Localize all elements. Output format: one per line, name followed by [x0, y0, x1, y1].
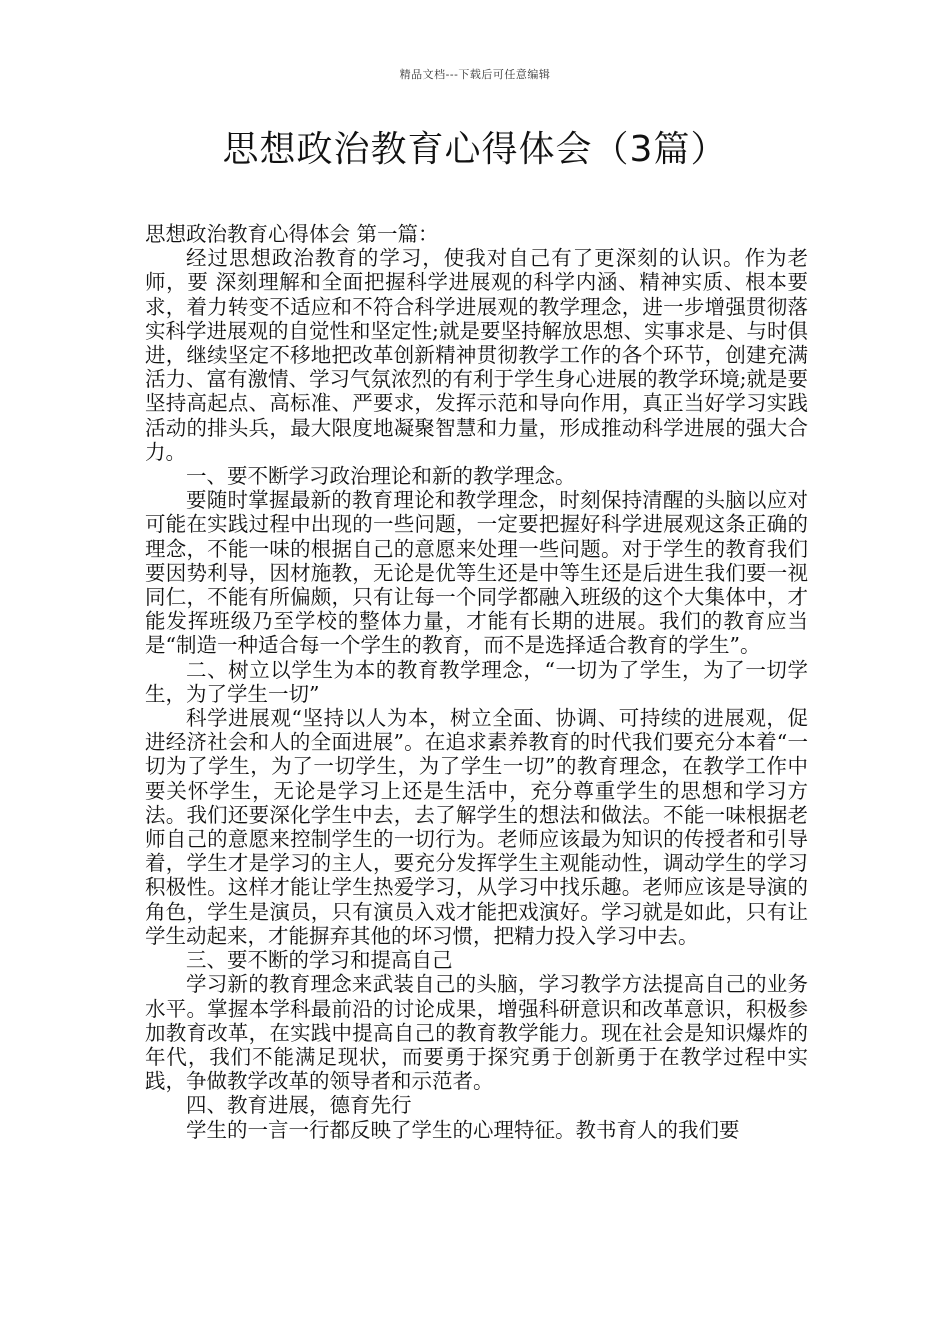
section-heading: 三、要不断的学习和提高自己 [186, 948, 453, 973]
section-heading: 一、要不断学习政治理论和新的教学理念。 [186, 464, 576, 489]
paragraph: 经过思想政治教育的学习，使我对自己有了更深刻的认识。作为老师，要 深刻理解和全面把握科学进展观的科学内涵、精神实质、根本要求，着力转变不适应和不符合科学进展观的教学理念，进一步增强贯彻落实科学进展观的自觉性和坚定性;就是要坚持解放思想、实事求是、与时俱进，继续坚定不移地把改革创新精神贯彻教学工作的各个环节，创建充满活力、富有激情、学习气氛浓烈的有利于学生身心进展的教学环境;就是要坚持高起点、高标准、严要求，发挥示范和导向作用，真正当好学习实践活动的排头兵，最大限度地凝聚智慧和力量，形成推动科学进展的强大合力。 [145, 246, 808, 464]
document-body [145, 222, 808, 1142]
section-heading: 四、教育进展，德育先行 [186, 1093, 412, 1118]
document-title: 思想政治教育心得体会（3篇） [222, 129, 728, 170]
paragraph: 学习新的教育理念来武装自己的头脑，学习教学方法提高自己的业务水平。掌握本学科最前沿的讨论成果，增强科研意识和改革意识，积极参加教育改革，在实践中提高自己的教育教学能力。现在社会是知识爆炸的年代，我们不能满足现状，而要勇于探究勇于创新勇于在教学过程中实践，争做教学改革的领导者和示范者。 [145, 972, 808, 1094]
section-heading: 二、树立以学生为本的教育教学理念，“一切为了学生，为了一切学生，为了学生一切” [145, 657, 808, 706]
section-intro-label: 思想政治教育心得体会 第一篇： [145, 222, 439, 246]
header-note: 精品文档---下载后可任意编辑 [399, 68, 551, 81]
paragraph: 学生的一言一行都反映了学生的心理特征。教书育人的我们要 [186, 1117, 740, 1142]
paragraph: 要随时掌握最新的教育理论和教学理念，时刻保持清醒的头脑以应对可能在实践过程中出现的一些问题，一定要把握好科学进展观这条正确的理念，不能一味的根据自己的意愿来处理一些问题。对于学生的教育我们要因势利导，因材施教，无论是优等生还是中等生还是后进生我们要一视同仁，不能有所偏颇，只有让每一个同学都融入班级的这个大集体中，才能发挥班级乃至学校的整体力量，才能有长期的进展。我们的教育应当是“制造一种适合每一个学生的教育，而不是选择适合教育的学生”。 [145, 488, 808, 658]
paragraph: 科学进展观“坚持以人为本，树立全面、协调、可持续的进展观，促进经济社会和人的全面进展”。在追求素养教育的时代我们要充分本着“一切为了学生，为了一切学生，为了学生一切”的教育理念，在教学工作中要关怀学生，无论是学习上还是生活中，充分尊重学生的思想和学习方法。我们还要深化学生中去，去了解学生的想法和做法。不能一味根据老师自己的意愿来控制学生的一切行为。老师应该最为知识的传授者和引导着，学生才是学习的主人，要充分发挥学生主观能动性，调动学生的学习积极性。这样才能让学生热爱学习，从学习中找乐趣。老师应该是导演的角色，学生是演员，只有演员入戏才能把戏演好。学习就是如此，只有让学生动起来，才能摒弃其他的坏习惯，把精力投入学习中去。 [145, 706, 808, 948]
